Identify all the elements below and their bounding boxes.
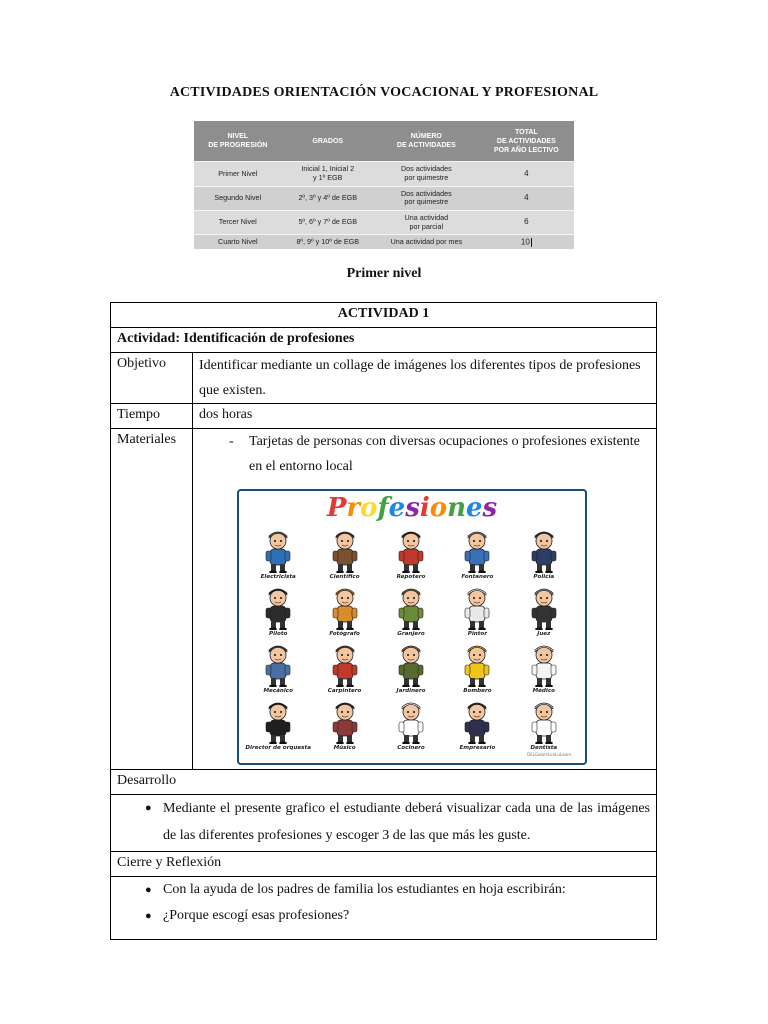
- activity-title: ACTIVIDAD 1: [111, 303, 657, 328]
- profession-figure: [511, 643, 577, 700]
- cartoon-person-icon: [526, 586, 562, 630]
- profession-label: Médico: [532, 688, 556, 694]
- table-row: [194, 235, 574, 249]
- page-title: ACTIVIDADES ORIENTACIÓN VOCACIONAL Y PROFESIONAL: [169, 85, 599, 100]
- materiales-item: [221, 429, 650, 479]
- profession-label: Granjero: [397, 631, 425, 637]
- poster-letter: r: [346, 493, 361, 523]
- dash-marker: -: [229, 434, 234, 449]
- materiales-cell: [193, 429, 657, 770]
- bullet-icon: ●: [145, 802, 152, 814]
- profession-figure: [511, 586, 577, 643]
- cell: Primer Nivel: [194, 162, 282, 186]
- cell: 5º, 6º y 7º de EGB: [282, 210, 374, 234]
- cartoon-person-icon: [393, 529, 429, 573]
- profession-label: Bombero: [463, 688, 492, 694]
- poster-letter: e: [465, 493, 483, 523]
- table-row: [194, 210, 574, 234]
- profession-figure: [311, 529, 377, 586]
- profession-label: Cocinero: [397, 745, 425, 751]
- profession-label: Jardinero: [396, 688, 426, 694]
- profession-figure: [311, 586, 377, 643]
- cierre-list: [111, 877, 657, 940]
- cartoon-person-icon: [393, 586, 429, 630]
- profession-label: Fotógrafo: [329, 631, 360, 637]
- cierre-item: [145, 877, 650, 903]
- poster-letter: i: [419, 493, 430, 523]
- cell: Una actividad por parcial: [374, 210, 479, 234]
- cartoon-person-icon: [526, 643, 562, 687]
- desarrollo-item: [111, 795, 657, 852]
- table-row: [194, 186, 574, 210]
- profession-figure: [511, 529, 577, 586]
- cell: 2º, 3º y 4º de EGB: [282, 186, 374, 210]
- cartoon-person-icon: [526, 529, 562, 573]
- poster-letter: f: [377, 493, 389, 523]
- cell: Tercer Nivel: [194, 210, 282, 234]
- objetivo-label: Objetivo: [111, 353, 193, 404]
- cartoon-person-icon: [327, 586, 363, 630]
- profession-label: Carpintero: [327, 688, 362, 694]
- objetivo-text: Identificar mediante un collage de imágenes los diferentes tipos de profesiones que existen.: [193, 353, 657, 404]
- profession-figure: [378, 529, 444, 586]
- cell: 4: [479, 162, 574, 186]
- cell: 8º, 9º y 10º de EGB: [282, 235, 374, 249]
- header-grados: GRADOS: [282, 121, 374, 162]
- activity-name: Actividad: Identificación de profesiones: [111, 328, 657, 353]
- progression-table: [194, 121, 574, 249]
- profession-label: Piloto: [269, 631, 288, 637]
- profession-figure: [511, 700, 577, 757]
- cell: Una actividad por mes: [374, 235, 479, 249]
- profession-label: Científico: [329, 574, 360, 580]
- poster-letter: o: [360, 493, 378, 523]
- professions-poster: [237, 489, 587, 765]
- poster-letter: n: [447, 493, 466, 523]
- tiempo-label: Tiempo: [111, 404, 193, 429]
- profession-figure: [444, 529, 510, 586]
- profession-figure: [378, 700, 444, 757]
- desarrollo-text: Mediante el presente grafico el estudiante deberá visualizar cada una de las imágenes de las diferentes profesiones y escoger 3 de las que más les guste.: [163, 801, 650, 843]
- cell: Inicial 1, Inicial 2 y 1º EGB: [282, 162, 374, 186]
- profession-label: Fontanero: [461, 574, 494, 580]
- cartoon-person-icon: [459, 700, 495, 744]
- cartoon-person-icon: [459, 529, 495, 573]
- profession-figure: [444, 700, 510, 757]
- cell: 4: [479, 186, 574, 210]
- cartoon-person-icon: [327, 529, 363, 573]
- profession-label: Electricista: [260, 574, 296, 580]
- profession-label: Juez: [537, 631, 551, 637]
- desarrollo-label: Desarrollo: [111, 770, 657, 795]
- profession-label: Dentista: [530, 745, 558, 751]
- profession-label: Músico: [333, 745, 356, 751]
- poster-letter: P: [326, 493, 347, 523]
- profession-label: Repotero: [396, 574, 426, 580]
- header-numero: NÚMERO DE ACTIVIDADES: [374, 121, 479, 162]
- poster-footer: DELGalamLenLuLaare: [527, 752, 571, 757]
- profession-figure: [245, 700, 311, 757]
- header-total: TOTAL DE ACTIVIDADES POR AÑO LECTIVO: [479, 121, 574, 162]
- materiales-text: Tarjetas de personas con diversas ocupaciones o profesiones existente en el entorno local: [249, 434, 640, 474]
- cartoon-person-icon: [260, 700, 296, 744]
- profession-figure: [245, 643, 311, 700]
- profession-figure: [378, 586, 444, 643]
- cartoon-person-icon: [526, 700, 562, 744]
- cierre-label: Cierre y Reflexión: [111, 852, 657, 877]
- profession-label: Director de orquesta: [245, 745, 311, 751]
- cell: Dos actividades por quimestre: [374, 186, 479, 210]
- poster-letter: e: [388, 493, 406, 523]
- poster-letter: s: [482, 493, 498, 523]
- profession-figure: [311, 700, 377, 757]
- cartoon-person-icon: [260, 586, 296, 630]
- profession-label: Pintor: [467, 631, 488, 637]
- cell: Dos actividades por quimestre: [374, 162, 479, 186]
- cartoon-person-icon: [393, 700, 429, 744]
- cartoon-person-icon: [260, 529, 296, 573]
- cartoon-person-icon: [459, 643, 495, 687]
- profession-figure: [245, 529, 311, 586]
- profession-label: Policía: [533, 574, 555, 580]
- cartoon-person-icon: [327, 643, 363, 687]
- cell: Segundo Nivel: [194, 186, 282, 210]
- section-subtitle: Primer nivel: [346, 266, 422, 281]
- bullet-icon: ●: [145, 910, 152, 922]
- profession-figure: [444, 643, 510, 700]
- profession-figure: [311, 643, 377, 700]
- profession-figure: [378, 643, 444, 700]
- cartoon-person-icon: [459, 586, 495, 630]
- cierre-text: Con la ayuda de los padres de familia los estudiantes en hoja escribirán:: [163, 882, 566, 897]
- poster-letter: s: [405, 493, 420, 523]
- header-nivel: NIVEL DE PROGRESIÓN: [194, 121, 282, 162]
- cartoon-person-icon: [393, 643, 429, 687]
- table-row: [194, 162, 574, 186]
- cartoon-person-icon: [327, 700, 363, 744]
- profession-figure: [245, 586, 311, 643]
- profession-label: Mecánico: [263, 688, 293, 694]
- profession-figure: [444, 586, 510, 643]
- cierre-item: [145, 903, 650, 929]
- bullet-icon: ●: [145, 884, 152, 896]
- poster-title: [239, 491, 585, 525]
- cell: 6: [479, 210, 574, 234]
- profession-label: Empresario: [459, 745, 496, 751]
- professions-grid: [245, 529, 577, 757]
- cartoon-person-icon: [260, 643, 296, 687]
- poster-letter: o: [429, 493, 448, 523]
- cell: Cuarto Nivel: [194, 235, 282, 249]
- activity-table: [110, 302, 657, 940]
- cierre-text: ¿Porque escogí esas profesiones?: [163, 908, 350, 923]
- cell: 10: [479, 235, 574, 249]
- text-cursor: [531, 238, 532, 247]
- materiales-label: Materiales: [111, 429, 193, 770]
- tiempo-text: dos horas: [193, 404, 657, 429]
